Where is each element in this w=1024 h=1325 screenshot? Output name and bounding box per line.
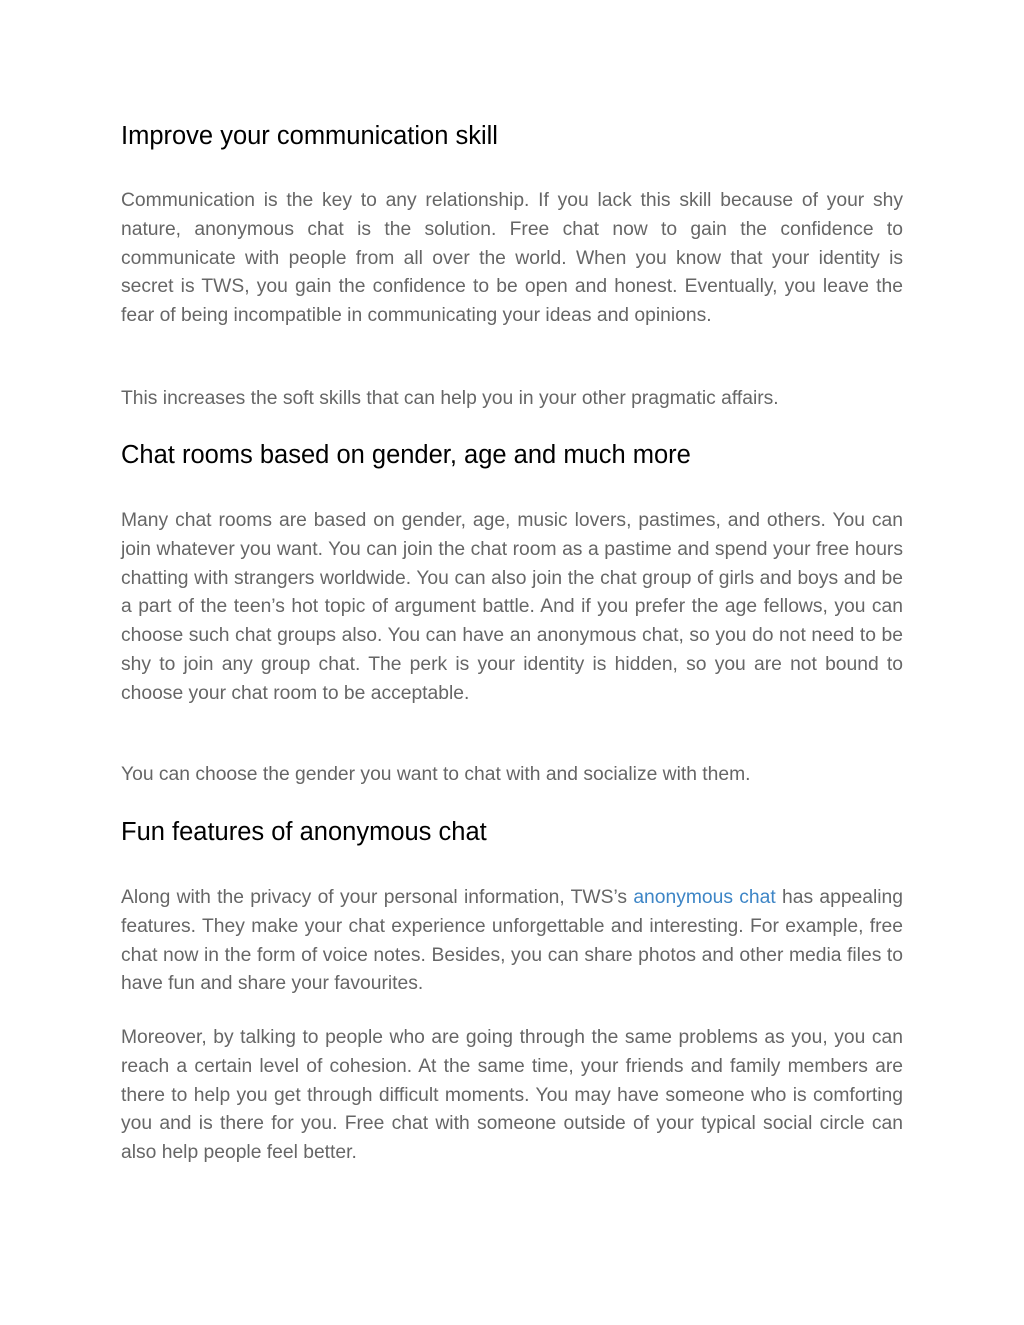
paragraph-choose-gender: You can choose the gender you want to chat with and socialize with them. <box>121 764 751 785</box>
paragraph-cohesion: Moreover, by talking to people who are going through the same problems as you, you can reach a certain level of cohesion. At the same time, your friends and family members are there to help you get through difficult moments. You may have someone who is comforting you and is there for you. Free chat with someone outside of your typical social circle can also help people feel better. <box>121 1027 903 1164</box>
paragraph-soft-skills: This increases the soft skills that can help you in your other pragmatic affairs. <box>121 388 779 409</box>
anonymous-chat-link[interactable]: anonymous chat <box>633 887 776 908</box>
paragraph-text-after-link: has appealing features. They make your chat experience unforgettable and interesting. For example, free chat now in the form of voice notes. Besides, you can share photos and other media files to have fun and share your favourites. <box>121 887 904 995</box>
section-heading-communication: Improve your communication skill <box>121 122 498 150</box>
section-heading-chat-rooms: Chat rooms based on gender, age and much more <box>121 441 691 469</box>
section-heading-fun-features: Fun features of anonymous chat <box>121 818 487 846</box>
paragraph-communication-intro: Communication is the key to any relationship. If you lack this skill because of your shy nature, anonymous chat is the solution. Free chat now to gain the confidence to communicate with people from all over the world. When you know that your identity is secret is TWS, you gain the confidence to be open and honest. Eventually, you leave the fear of being incompatible in communicating your ideas and opinions. <box>121 190 903 327</box>
paragraph-chat-rooms: Many chat rooms are based on gender, age, music lovers, pastimes, and others. You can join whatever you want. You can join the chat room as a pastime and spend your free hours chatting with strangers worldwide. You can also join the chat group of girls and boys and be a part of the teen’s hot topic of argument battle. And if you prefer the age fellows, you can choose such chat groups also. You can have an anonymous chat, so you do not need to be shy to join any group chat. The perk is your identity is hidden, so you are not bound to choose your chat room to be acceptable. <box>121 510 903 704</box>
paragraph-fun-features <box>121 884 903 999</box>
paragraph-text-before-link: Along with the privacy of your personal information, TWS’s <box>121 887 634 908</box>
